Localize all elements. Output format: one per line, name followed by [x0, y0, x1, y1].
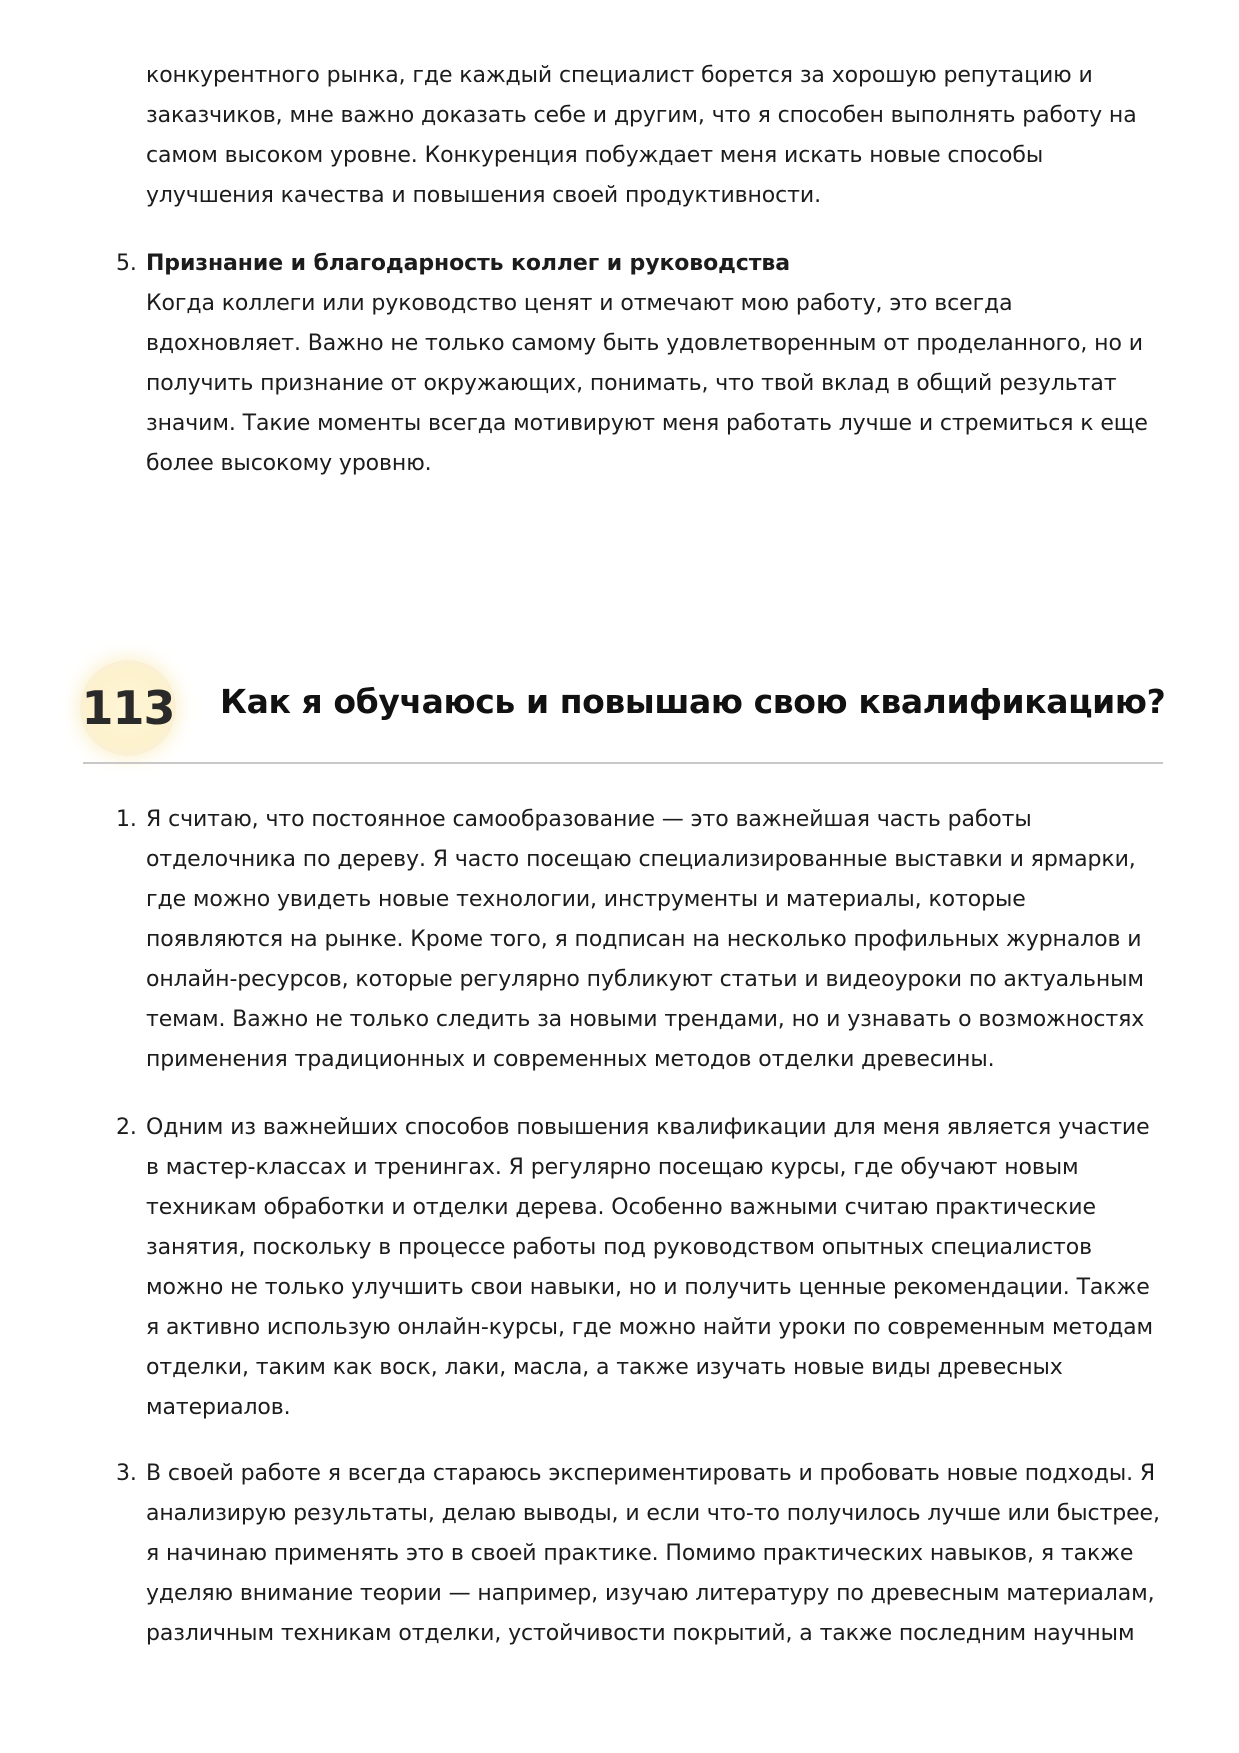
section-divider — [83, 762, 1163, 764]
list-item-5 — [116, 244, 1166, 484]
list-item-1 — [116, 800, 1166, 1080]
list-item-number: 1. — [116, 807, 137, 832]
list-item-title: Признание и благодарность коллег и руководства — [146, 251, 790, 276]
section-number: 113 — [81, 681, 175, 735]
list-item-2 — [116, 1108, 1166, 1428]
list-item-text: В своей работе я всегда стараюсь экспериментировать и пробовать новые подходы. Я анализирую результаты, делаю выводы, и если что-то получилось лучше или быстрее, я начинаю применять это в своей практике. Помимо практических навыков, я также уделяю внимание теории — например, изучаю литературу по древесным материалам, различным техникам отделки, устойчивости покрытий, а также последним научным — [146, 1461, 1160, 1646]
list-item-number: 2. — [116, 1115, 137, 1140]
list-item-text: Я считаю, что постоянное самообразование — это важнейшая часть работы отделочника по дереву. Я часто посещаю специализированные выставки и ярмарки, где можно увидеть новые технологии, инструменты и материалы, которые появляются на рынке. Кроме того, я подписан на несколько профильных журналов и онлайн-ресурсов, которые регулярно публикуют статьи и видеоуроки по актуальным темам. Важно не только следить за новыми трендами, но и узнавать о возможностях применения традиционных и современных методов отделки древесины. — [146, 807, 1145, 1072]
list-item-number: 3. — [116, 1461, 137, 1486]
list-item-3 — [116, 1454, 1166, 1654]
section-header — [80, 660, 1166, 760]
continued-paragraph: конкурентного рынка, где каждый специалист борется за хорошую репутацию и заказчиков, мне важно доказать себе и другим, что я способен выполнять работу на самом высоком уровне. Конкуренция побуждает меня искать новые способы улучшения качества и повышения своей продуктивности. — [146, 63, 1137, 208]
list-item-text: Одним из важнейших способов повышения квалификации для меня является участие в мастер-классах и тренингах. Я регулярно посещаю курсы, где обучают новым техникам обработки и отделки дерева. Особенно важными считаю практические занятия, поскольку в процессе работы под руководством опытных специалистов можно не только улучшить свои навыки, но и получить ценные рекомендации. Также я активно использую онлайн-курсы, где можно найти уроки по современным методам отделки, таким как воск, лаки, масла, а также изучать новые виды древесных материалов. — [146, 1115, 1154, 1420]
list-item-text: Когда коллеги или руководство ценят и отмечают мою работу, это всегда вдохновляет. Важно не только самому быть удовлетворенным от проделанного, но и получить признание от окружающих, понимать, что твой вклад в общий результат значим. Такие моменты всегда мотивируют меня работать лучше и стремиться к еще более высокому уровню. — [146, 291, 1148, 476]
list-item-number: 5. — [116, 251, 137, 276]
section-title: Как я обучаюсь и повышаю свою квалификацию? — [220, 682, 1166, 721]
